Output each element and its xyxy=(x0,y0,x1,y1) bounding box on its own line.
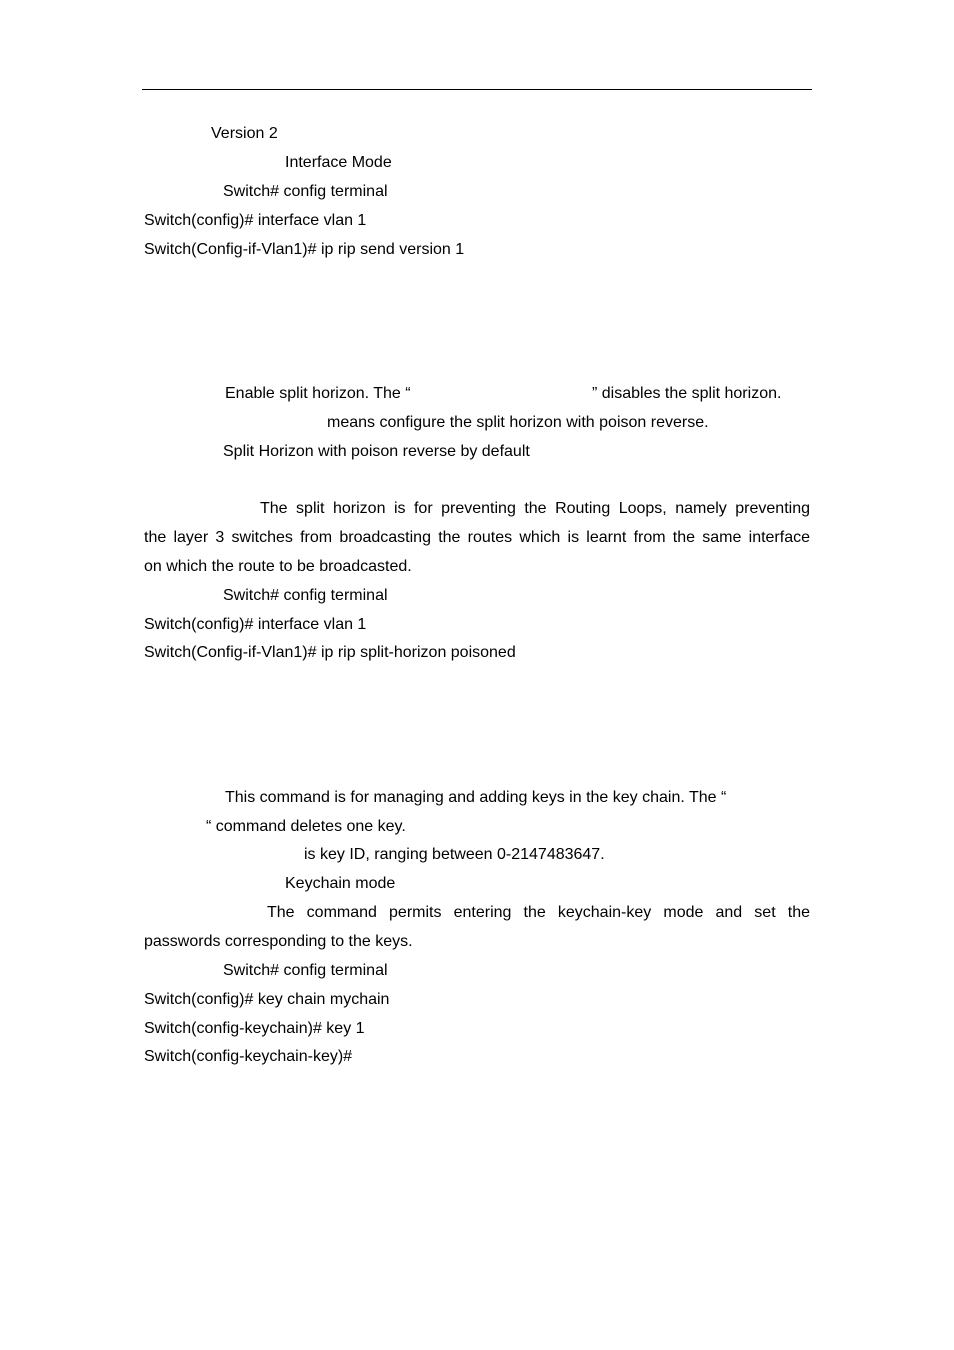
usage-guide-line: on which the route to be broadcasted. xyxy=(144,558,412,575)
parameter-text: means configure the split horizon with poison reverse. xyxy=(327,414,709,431)
example-line: Switch(config)# interface vlan 1 xyxy=(144,212,367,229)
command-mode: Keychain mode xyxy=(285,875,396,892)
example-line: Switch(Config-if-Vlan1)# ip rip send version 1 xyxy=(144,241,465,258)
example-line: Switch(config-keychain)# key 1 xyxy=(144,1020,365,1037)
example-line: Switch(Config-if-Vlan1)# ip rip split-horizon poisoned xyxy=(144,644,516,661)
example-line: Switch# config terminal xyxy=(223,587,388,604)
function-text: “ command deletes one key. xyxy=(206,818,406,835)
command-mode: Interface Mode xyxy=(285,154,392,171)
usage-guide-line: The split horizon is for preventing the Routing Loops, namely preventing xyxy=(260,500,810,517)
function-text: Enable split horizon. The “ xyxy=(225,385,411,402)
parameter-text: is key ID, ranging between 0-2147483647. xyxy=(304,846,605,863)
example-line: Switch# config terminal xyxy=(223,183,388,200)
header-rule xyxy=(142,89,812,90)
usage-guide-line: The command permits entering the keychain-key mode and set the xyxy=(267,904,810,921)
function-text: This command is for managing and adding keys in the key chain. The “ xyxy=(225,789,727,806)
example-line: Switch# config terminal xyxy=(223,962,388,979)
example-line: Switch(config)# key chain mychain xyxy=(144,991,390,1008)
default-value: Version 2 xyxy=(211,125,278,142)
function-text: ” disables the split horizon. xyxy=(592,385,782,402)
usage-guide-line: passwords corresponding to the keys. xyxy=(144,933,413,950)
example-line: Switch(config)# interface vlan 1 xyxy=(144,616,367,633)
usage-guide-line: the layer 3 switches from broadcasting the routes which is learnt from the same interface xyxy=(144,529,810,546)
default-text: Split Horizon with poison reverse by default xyxy=(223,443,530,460)
example-line: Switch(config-keychain-key)# xyxy=(144,1048,353,1065)
